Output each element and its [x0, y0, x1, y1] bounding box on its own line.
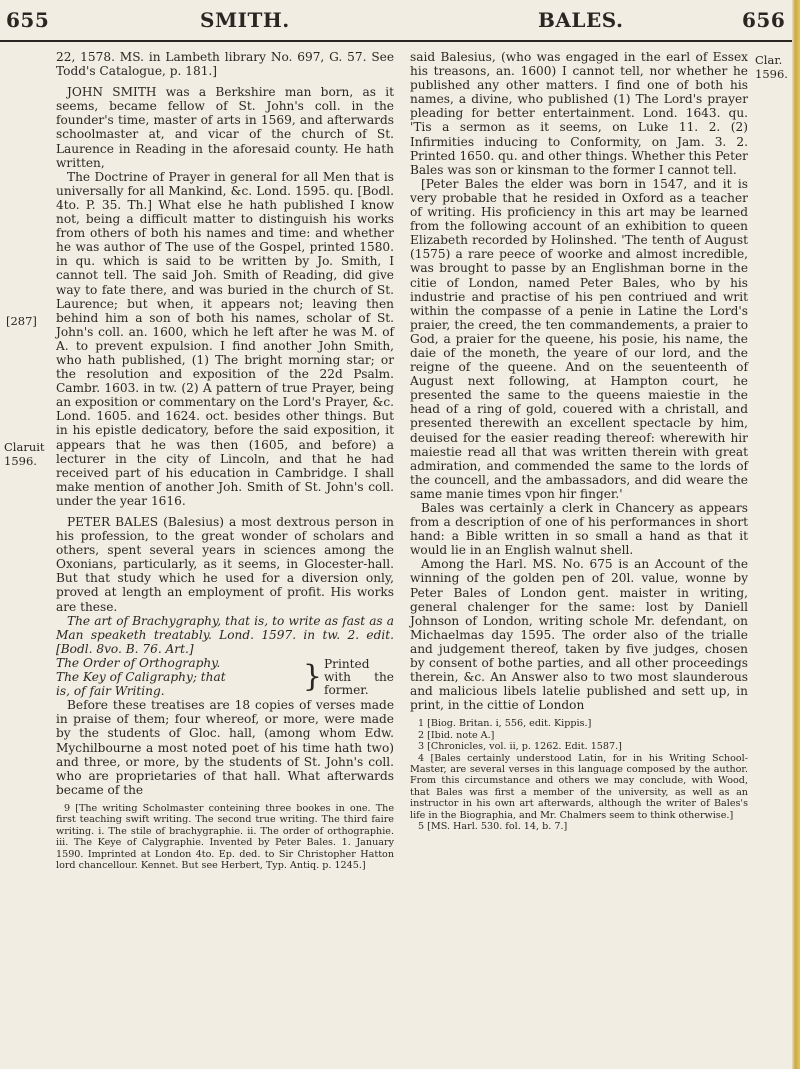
- left-footnotes: [56, 803, 394, 871]
- brace-titles: [56, 656, 301, 698]
- header-subject: BALES.: [538, 8, 624, 32]
- right-column: [410, 50, 748, 832]
- brace-title-caligraphy: The Key of Caligraphy; that: [56, 670, 226, 685]
- smith-previous-entry-end: 22, 1578. MS. in Lambeth library No. 697, G. 57. See Todd's Catalogue, p. 181.]: [56, 50, 394, 79]
- header-rule: [0, 40, 792, 42]
- brace-note: Printed with the former.: [324, 656, 394, 697]
- footnote-2: 2 [Ibid. note A.]: [418, 729, 495, 741]
- brace-title-orthography: The Order of Orthography.: [56, 655, 221, 670]
- margin-claruit-year: 1596.: [4, 454, 37, 468]
- footnote-1: 1 [Biog. Britan. i, 556, edit. Kippis.]: [418, 718, 592, 730]
- margin-clar-label: Clar.: [755, 53, 783, 67]
- footnote-9: 9 [The writing Scholmaster conteining three bookes in one. The first teaching swift writing. The second true writing. The third faire writing. i. The stile of brachygraphie. ii. The order of orthographie. iii. The Keye of Calygraphie. Invented by Peter Bales. 1. January 1590. Imprinted at London 4to. Ep. ded. to Sir Christopher Hatton lord chancellour. Kennet. But see Herbert, Typ. Antiq. p. 1245.]: [56, 802, 394, 871]
- footnote-3: 3 [Chronicles, vol. ii, p. 1262. Edit. 1587.]: [418, 741, 622, 753]
- footnote-4: 4 [Bales certainly understood Latin, for in his Writing School-Master, are several verses in this language composed by the author. From this circumstance and others we may conclude, with Wood, that Bales was first a member of the university, as well as an instructor in his own art afterwards, although the writer of Bales's life in the Biographia, and Mr. Chalmers seem to think otherwise.]: [410, 752, 748, 821]
- bales-harleian: Among the Harl. MS. No. 675 is an Account of the winning of the golden pen of 20l. value, wonne by Peter Bales of London gent. maister in writing, general chalenger for the same: lost by Daniell Johnson of London, writing schole Mr. defendant, on Michaelmas day 1595. The order also of the trialle and judgement thereof, taken by five judges, chosen by consent of bothe parties, and all other proceedings therein, &c. An Answer also to two most slaunderous and malicious libels latelie published and sett up, in print, in the cittie of London: [410, 557, 748, 713]
- margin-page-ref: [287]: [6, 314, 37, 328]
- bales-elder: [Peter Bales the elder was born in 1547, and it is very probable that he resided in Oxford as a teacher of writing. His proficiency in this art may be learned from the following account of an exhibition to queen Elizabeth recorded by Holinshed. 'The tenth of August (1575) a rare peece of woorke and almost incredible, was brought to passe by an Englishman borne in the citie of London, named Peter Bales, who by his industrie and practise of his pen contriued and writ within the compasse of a penie in Latine the Lord's praier, the creed, the ten commandements, a praier to God, a praier for the queene, his posie, his name, the daie of the moneth, the yeare of our lord, and the reigne of the queene. And on the seuenteenth of August next following, at Hampton court, he presented the same to the queens maiestie in the head of a ring of gold, couered with a christall, and presented therewith an excellent spectacle by him, deuised for the easier reading thereof: wherewith hir maiestie read all that was written therein with great admiration, and commended the same to the lords of the councell, and the ambassadors, and did weare the same manie times vpon hir finger.': [410, 176, 748, 501]
- margin-note-claruit: [4, 440, 45, 468]
- brace-title-fair-writing: is, of fair Writing.: [56, 684, 165, 699]
- smith-entry: JOHN SMITH was a Berkshire man born, as it seems, became fellow of St. John's coll. in the founder's time, master of arts in 1569, and afterwards schoolmaster at, and vicar of the church of St. Laurence in Reading in the aforesaid county. He hath written,: [56, 85, 394, 170]
- header-name: SMITH.: [200, 8, 290, 32]
- curly-brace-icon: }: [302, 659, 322, 695]
- bales-verses: Before these treatises are 18 copies of verses made in praise of them; four whereof, or more, were made by the students of Gloc. hall, (among whom Edw. Mychilbourne a most noted poet of his time hath two) and three, or more, by the students of St. John's coll. who are proprietaries of that hall. What afterwards became of the: [56, 698, 394, 797]
- page-number-left: 655: [6, 8, 50, 32]
- bales-entry: PETER BALES (Balesius) a most dextrous person in his profession, to the great wonder of scholars and others, spent several years in sciences among the Oxonians, particularly, as it seems, in Glocester-hall. But that study which he used for a diversion only, proved at length an employment of profit. His works are these.: [56, 515, 394, 614]
- bales-continued: said Balesius, (who was engaged in the earl of Essex his treasons, an. 1600) I cannot tell, nor whether he published any other matters. I find one of both his names, a divine, who published (1) The Lord's prayer pleading for better entertainment. Lond. 1643. qu. 'Tis a sermon as it seems, on Luke 11. 2. (2) Infirmities inducing to Conformity, on Jam. 3. 2. Printed 1650. qu. and other things. Whether this Peter Bales was son or kinsman to the former I cannot tell.: [410, 50, 748, 177]
- page-number-right: 656: [742, 8, 786, 32]
- bales-works-brace-group: [56, 656, 394, 698]
- bales-brachygraphy: The art of Brachygraphy, that is, to write as fast as a Man speaketh treatably. Lond. 1597. in tw. 2. edit. [Bodl. 8vo. B. 76. Art.]: [56, 613, 394, 656]
- left-column: [56, 50, 394, 871]
- right-footnotes: [410, 718, 748, 832]
- margin-note-clar: [755, 53, 788, 81]
- bales-clerk: Bales was certainly a clerk in Chancery as appears from a description of one of his performances in short hand: a Bible written in so small a hand as that it would lie in an English walnut shell.: [410, 501, 748, 558]
- footnote-5: 5 [MS. Harl. 530. fol. 14, b. 7.]: [418, 821, 568, 833]
- page-edge-gilt: [792, 0, 800, 1069]
- running-header: [0, 0, 800, 44]
- smith-works: The Doctrine of Prayer in general for all Men that is universally for all Mankind, &c. Lond. 1595. qu. [Bodl. 4to. P. 35. Th.] What else he hath published I know not, being a difficult matter to distinguish his works from others of both his names and time: and whether he was author of The use of the Gospel, printed 1580. in qu. which is said to be written by Jo. Smith, I cannot tell. The said Joh. Smith of Reading, did give way to fate there, and was buried in the church of St. Laurence; but when, it appears not; leaving then behind him a son of both his names, scholar of St. John's coll. an. 1600, which he left after he was M. of A. to prevent expulsion. I find another John Smith, who hath published, (1) The bright morning star; or the resolution and exposition of the 22d Psalm. Cambr. 1603. in tw. (2) A pattern of true Prayer, being an exposition or commentary on the Lord's Prayer, &c. Lond. 1605. and 1624. oct. besides other things. But in his epistle dedicatory, before the said exposition, it appears that he was then (1605, and before) a lecturer in the city of Lincoln, and that he had received part of his education in Cambridge. I shall make mention of another Joh. Smith of St. John's coll. under the year 1616.: [56, 169, 394, 508]
- margin-clar-year: 1596.: [755, 67, 788, 81]
- margin-claruit-label: Claruit: [4, 440, 45, 454]
